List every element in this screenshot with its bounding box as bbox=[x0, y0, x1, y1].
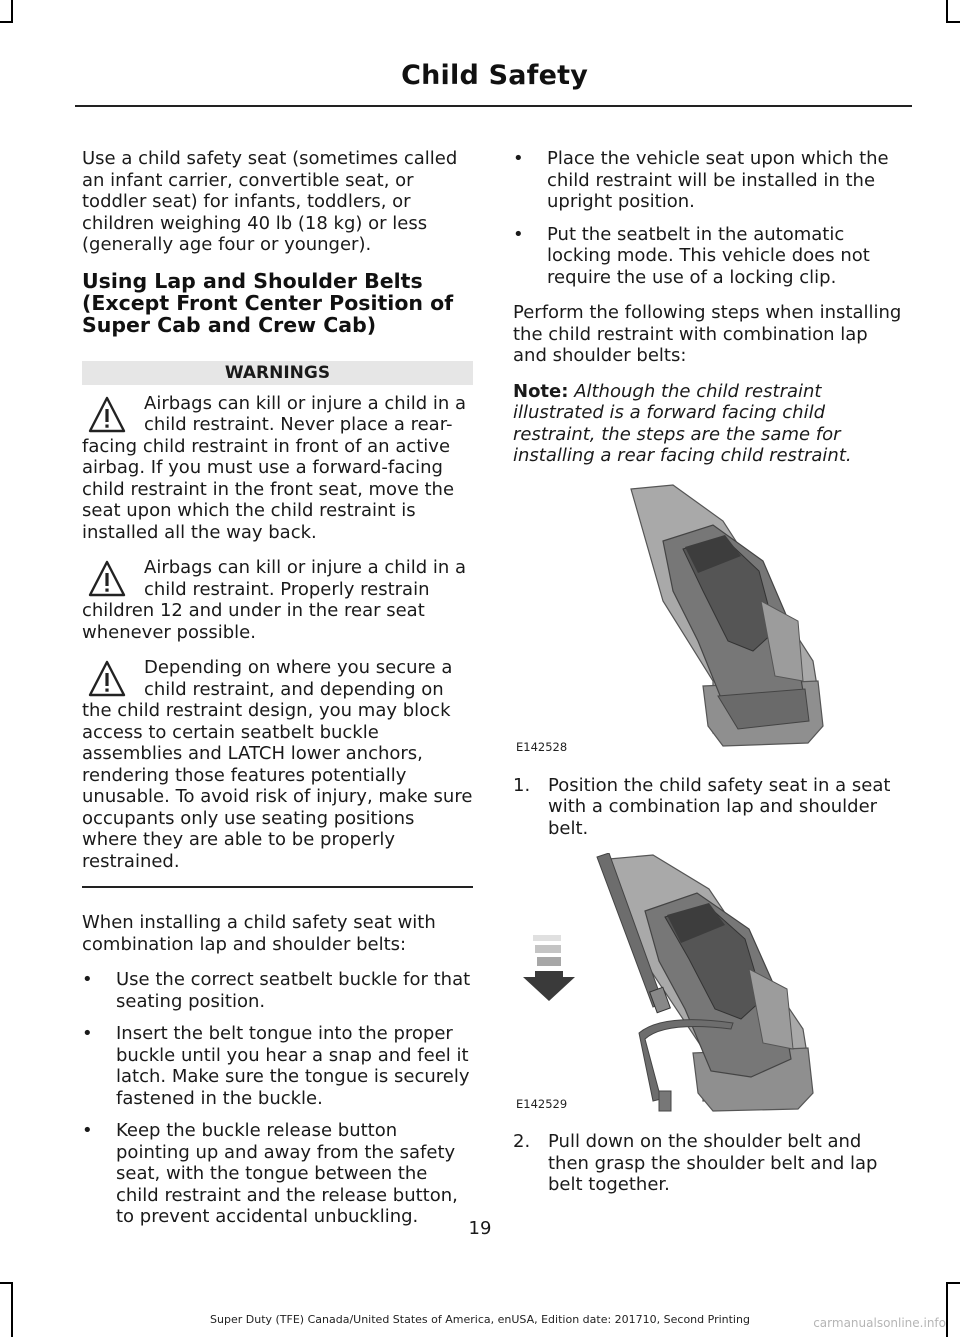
crop-mark bbox=[11, 0, 13, 22]
crop-mark bbox=[0, 1282, 13, 1284]
note-paragraph bbox=[513, 381, 905, 467]
footer-text: Super Duty (TFE) Canada/United States of America, enUSA, Edition date: 201710, Second Printing bbox=[210, 1313, 750, 1326]
lead-paragraph: Perform the following steps when installing the child restraint with combination lap and shoulder belts: bbox=[513, 302, 902, 366]
warning-text: Depending on where you secure a child restraint, and depending on the child restraint design, you may block access to certain seatbelt buckle assemblies and LATCH lower anchors, rendering those features potentially unusable. To avoid risk of injury, make sure occupants only use seating positions where they are able to be properly restrained. bbox=[82, 657, 473, 872]
warning-item bbox=[82, 657, 473, 872]
intro-paragraph: Use a child safety seat (sometimes called an infant carrier, convertible seat, or toddler seat) for infants, toddlers, or children weighing 40 lb (18 kg) or less (generally age four or younger). bbox=[82, 148, 458, 255]
figure-child-seat-belt bbox=[513, 853, 905, 1115]
crop-mark bbox=[946, 1282, 960, 1284]
warning-text: Airbags can kill or injure a child in a child restraint. Properly restrain children 12 and under in the rear seat whenever possible. bbox=[82, 557, 467, 643]
figure-id: E142528 bbox=[516, 740, 568, 754]
right-column bbox=[513, 148, 905, 1210]
left-column bbox=[82, 148, 473, 1242]
step-item bbox=[513, 1131, 905, 1196]
child-seat-belt-illustration bbox=[513, 853, 905, 1115]
steps-list bbox=[513, 1131, 905, 1196]
steps-list bbox=[513, 775, 905, 840]
step-text: Position the child safety seat in a seat with a combination lap and shoulder belt. bbox=[548, 774, 891, 839]
step-text: Pull down on the shoulder belt and then grasp the shoulder belt and lap belt together. bbox=[548, 1131, 878, 1195]
figure-id: E142529 bbox=[516, 1096, 568, 1111]
bullet-list bbox=[513, 148, 905, 288]
header-rule bbox=[75, 105, 912, 107]
warnings-end-rule bbox=[82, 886, 473, 888]
child-seat-illustration bbox=[513, 481, 905, 759]
warning-item bbox=[82, 557, 473, 643]
step-item bbox=[513, 775, 905, 840]
note-text: Although the child restraint illustrated is a forward facing child restraint, the steps are the same for installing a rear facing child restraint. bbox=[513, 380, 852, 466]
warning-item bbox=[82, 393, 473, 544]
list-item: • Put the seatbelt in the automatic locking mode. This vehicle does not require the use of a locking clip. bbox=[513, 224, 905, 289]
note-label: Note: bbox=[513, 380, 569, 402]
warning-text: Airbags can kill or injure a child in a child restraint. Never place a rear-facing child restraint in front of an active airbag. If you must use a forward-facing child restraint in the front seat, move the seat upon which the child restraint is installed all the way back. bbox=[82, 392, 467, 543]
lead-paragraph: When installing a child safety seat with combination lap and shoulder belts: bbox=[82, 912, 436, 955]
crop-mark bbox=[11, 1282, 13, 1337]
crop-mark bbox=[946, 21, 960, 23]
list-item: • Insert the belt tongue into the proper buckle until you hear a snap and feel it latch. Make sure the tongue is securely fastened in the buckle. bbox=[82, 1023, 473, 1109]
bullet-list bbox=[82, 969, 473, 1228]
step-number: 2. bbox=[513, 1131, 531, 1152]
warning-triangle-icon bbox=[88, 396, 126, 434]
page-title: Child Safety bbox=[401, 60, 588, 91]
list-item: • Place the vehicle seat upon which the child restraint will be installed in the upright position. bbox=[513, 148, 905, 213]
warnings-header: WARNINGS bbox=[82, 361, 473, 385]
crop-mark bbox=[946, 0, 948, 22]
list-item: • Keep the buckle release button pointing up and away from the safety seat, with the tongue between the child restraint and the release button, to prevent accidental unbuckling. bbox=[82, 1120, 473, 1228]
watermark: carmanualsonline.info bbox=[813, 1316, 946, 1330]
warning-triangle-icon bbox=[88, 660, 126, 698]
crop-mark bbox=[946, 1282, 948, 1337]
crop-mark bbox=[0, 21, 13, 23]
warning-triangle-icon bbox=[88, 560, 126, 598]
step-number: 1. bbox=[513, 774, 531, 796]
list-item: • Use the correct seatbelt buckle for that seating position. bbox=[82, 969, 473, 1012]
section-heading: Using Lap and Shoulder Belts (Except Front Center Position of Super Cab and Crew Cab) bbox=[82, 268, 454, 337]
page-number: 19 bbox=[468, 1218, 492, 1239]
figure-child-seat bbox=[513, 481, 905, 759]
